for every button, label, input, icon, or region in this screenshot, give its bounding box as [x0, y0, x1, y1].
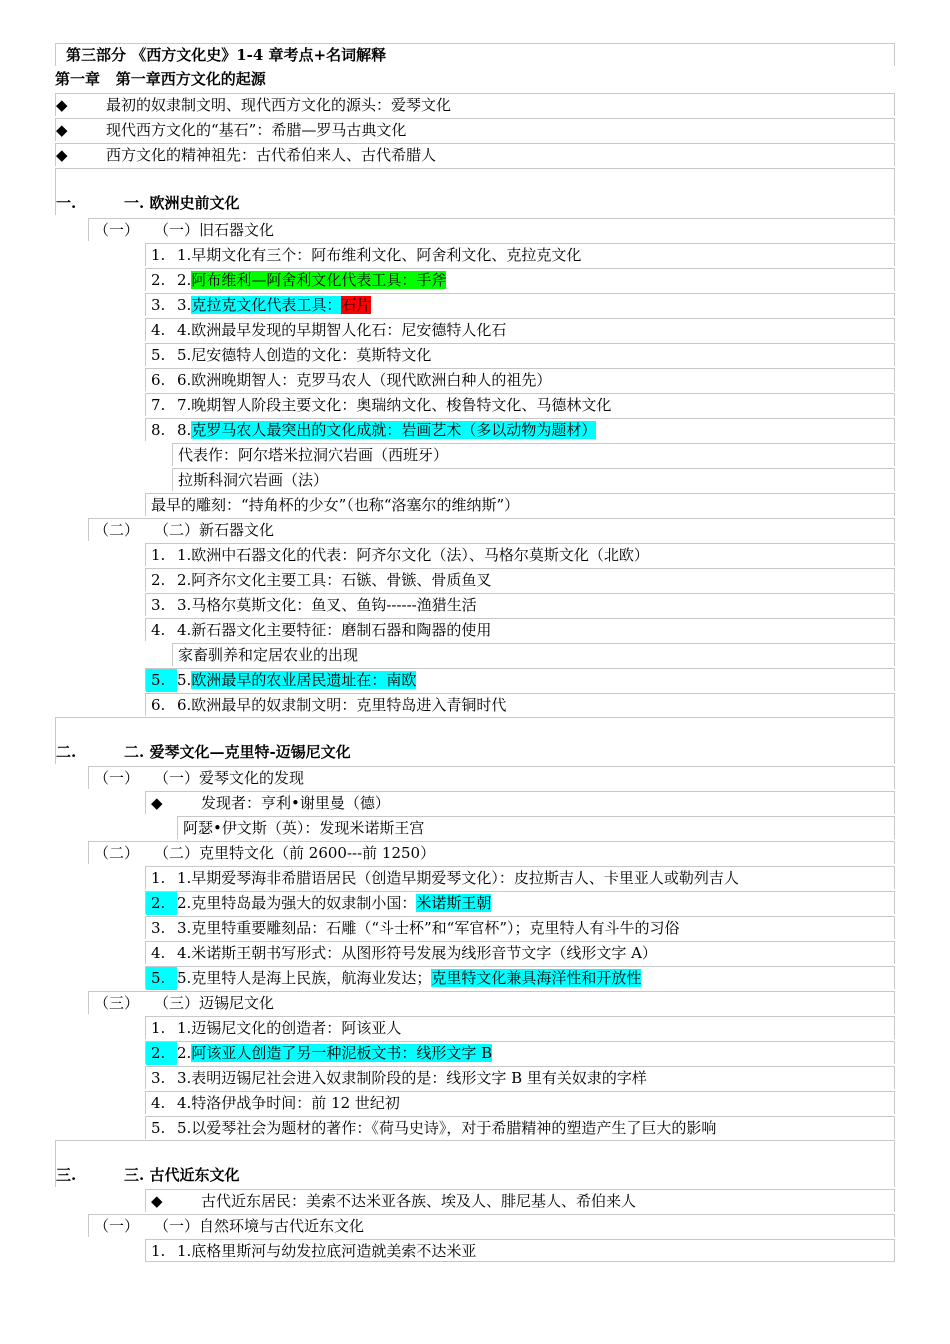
item-text: 2.克里特岛最为强大的奴隶制小国： [177, 894, 417, 912]
list-item [145, 966, 895, 989]
item-number: 6. [151, 371, 166, 389]
highlight-text: 欧洲最早的农业居民遗址在：南欧 [191, 671, 417, 689]
section-heading [55, 168, 895, 215]
item-text: 3.表明迈锡尼社会进入奴隶制阶段的是：线形文字 B 里有关奴隶的字样 [177, 1069, 647, 1087]
item-text: 1.早期爱琴海非希腊语居民（创造早期爱琴文化）：皮拉斯吉人、卡里亚人或勒列吉人 [177, 869, 739, 887]
list-item [145, 866, 895, 889]
extra-text: 阿瑟•伊文斯（英）：发现米诺斯王宫 [183, 819, 425, 837]
item-number: 4. [151, 1094, 166, 1112]
intro-text: 现代西方文化的“基石”：希腊—罗马古典文化 [106, 121, 407, 139]
extra-text: 拉斯科洞穴岩画（法） [178, 471, 329, 489]
subsection-number: （二） [94, 844, 140, 862]
section-title: 一. 欧洲史前文化 [124, 194, 240, 212]
item-number: 3. [151, 296, 166, 314]
item-text: 6.欧洲最早的奴隶制文明：克里特岛进入青铜时代 [177, 696, 507, 714]
subsection-number: （三） [94, 994, 140, 1012]
subsection-number: （一） [94, 221, 140, 239]
list-item [145, 1116, 895, 1139]
chapter-label: 第一章 [55, 70, 101, 88]
item-text: 8. [177, 421, 192, 439]
subsection-title: （二）克里特文化（前 2600---前 1250） [154, 844, 436, 862]
subsection-number: （二） [94, 521, 140, 539]
highlight-text: 克拉克文化代表工具： [191, 296, 342, 314]
subsection-heading [88, 1214, 895, 1237]
list-item [145, 891, 895, 914]
diamond-bullet-icon: ◆ [56, 121, 68, 139]
list-item [145, 368, 895, 391]
item-number: 2. [146, 892, 177, 915]
highlight-text: 米诺斯王朝 [416, 894, 492, 912]
highlight-text: 阿该亚人创造了另一种泥板文书：线形文字 B [191, 1044, 493, 1062]
item-number: 1. [151, 1242, 166, 1260]
intro-item [55, 143, 895, 166]
subsection-title: （一）旧石器文化 [154, 221, 275, 239]
list-item [145, 393, 895, 416]
item-number: 3. [151, 596, 166, 614]
item-text: 1.欧洲中石器文化的代表：阿齐尔文化（法）、马格尔莫斯文化（北欧） [177, 546, 649, 564]
list-item [145, 243, 895, 266]
item-text: 2.阿齐尔文化主要工具：石镞、骨镞、骨质鱼叉 [177, 571, 492, 589]
item-text: 1.迈锡尼文化的创造者：阿该亚人 [177, 1019, 402, 1037]
list-item [145, 318, 895, 341]
extra-text: 最早的雕刻：“持角杯的少女”（也称“洛塞尔的维纳斯”） [151, 496, 520, 514]
extra-text: 家畜驯养和定居农业的出现 [178, 646, 359, 664]
item-number: 5. [146, 669, 177, 692]
item-number: 5. [151, 346, 166, 364]
highlight-text: 阿布维利—阿舍利文化代表工具：手斧 [191, 271, 447, 289]
list-item [145, 293, 895, 316]
item-text: 5.以爱琴社会为题材的著作：《荷马史诗》，对于希腊精神的塑造产生了巨大的影响 [177, 1119, 717, 1137]
list-item [145, 618, 895, 641]
item-number: 3. [151, 919, 166, 937]
list-item [145, 941, 895, 964]
item-text: 3.克里特重要雕刻品：石雕（“斗士杯”和“军官杯”）；克里特人有斗牛的习俗 [177, 919, 680, 937]
document-title-text: 第三部分 《西方文化史》1-4 章考点+名词解释 [66, 46, 387, 64]
list-item [145, 693, 895, 716]
list-item [145, 343, 895, 366]
item-number: 2. [146, 1042, 177, 1065]
list-item [145, 1239, 895, 1262]
highlight-text: 克罗马农人最突出的文化成就：岩画艺术（多以动物为题材） [191, 421, 597, 439]
section-number: 三. [56, 1166, 77, 1184]
item-text: 7.晚期智人阶段主要文化：奥瑞纳文化、梭鲁特文化、马德林文化 [177, 396, 612, 414]
item-number: 1. [151, 1019, 166, 1037]
list-item [145, 593, 895, 616]
subsection-heading [88, 766, 895, 789]
item-text: 1.早期文化有三个：阿布维利文化、阿舍利文化、克拉克文化 [177, 246, 582, 264]
item-number: 1. [151, 546, 166, 564]
list-item [145, 916, 895, 939]
item-number: 7. [151, 396, 166, 414]
subsection-heading [88, 518, 895, 541]
item-text: 5. [177, 671, 192, 689]
item-text: 4.新石器文化主要特征：磨制石器和陶器的使用 [177, 621, 492, 639]
item-number: 1. [151, 869, 166, 887]
list-item [145, 418, 895, 441]
item-number: 8. [151, 421, 166, 439]
list-item [145, 668, 895, 691]
section-title: 二. 爱琴文化—克里特-迈锡尼文化 [124, 743, 351, 761]
intro-item [55, 93, 895, 116]
extra-text: 代表作：阿尔塔米拉洞穴岩画（西班牙） [178, 446, 449, 464]
item-text: 3.马格尔莫斯文化：鱼叉、鱼钩------渔猎生活 [177, 596, 477, 614]
item-text: 1.底格里斯河与幼发拉底河造就美索不达米亚 [177, 1242, 477, 1260]
subsection-heading [88, 991, 895, 1014]
section-number: 一. [56, 194, 77, 212]
list-item [145, 1091, 895, 1114]
intro-text: 最初的奴隶制文明、现代西方文化的源头：爱琴文化 [106, 96, 452, 114]
extra-line [145, 493, 895, 516]
item-number: 2. [151, 271, 166, 289]
subsection-number: （一） [94, 1217, 140, 1235]
intro-item [55, 118, 895, 141]
list-item [145, 1066, 895, 1089]
item-number: 4. [151, 621, 166, 639]
subsection-title: （三）迈锡尼文化 [154, 994, 275, 1012]
diamond-bullet-icon: ◆ [151, 1192, 163, 1210]
item-text: 4.米诺斯王朝书写形式：从图形符号发展为线形音节文字（线形文字 A） [177, 944, 657, 962]
section-heading [55, 1140, 895, 1187]
item-text: 2. [177, 1044, 192, 1062]
subsection-title: （二）新石器文化 [154, 521, 275, 539]
subsection-title: （一）爱琴文化的发现 [154, 769, 305, 787]
subsection-title: （一）自然环境与古代近东文化 [154, 1217, 365, 1235]
bullet-item [145, 1189, 895, 1212]
list-item [145, 268, 895, 291]
chapter-heading [55, 68, 895, 91]
intro-text: 西方文化的精神祖先：古代希伯来人、古代希腊人 [106, 146, 437, 164]
subsection-number: （一） [94, 769, 140, 787]
item-number: 4. [151, 944, 166, 962]
list-item [145, 568, 895, 591]
item-number: 4. [151, 321, 166, 339]
item-number: 5. [151, 1119, 166, 1137]
diamond-bullet-icon: ◆ [56, 146, 68, 164]
highlight-text: 克里特文化兼具海洋性和开放性 [431, 969, 642, 987]
bullet-item [145, 791, 895, 814]
section-heading [55, 717, 895, 764]
item-text: 5.克里特人是海上民族，航海业发达； [177, 969, 432, 987]
section-title: 三. 古代近东文化 [124, 1166, 240, 1184]
item-number: 5. [146, 967, 177, 990]
list-item [145, 1041, 895, 1064]
bullet-text: 古代近东居民：美索不达米亚各族、埃及人、腓尼基人、希伯来人 [201, 1192, 637, 1210]
extra-line [172, 443, 895, 466]
document-title [55, 43, 895, 66]
list-item [145, 543, 895, 566]
highlight-text-red: 石片 [341, 296, 372, 314]
item-text: 5.尼安德特人创造的文化：莫斯特文化 [177, 346, 432, 364]
item-text: 3. [177, 296, 192, 314]
chapter-title: 第一章西方文化的起源 [115, 70, 266, 88]
item-number: 2. [151, 571, 166, 589]
bullet-text: 发现者：亨利•谢里曼（德） [201, 794, 390, 812]
item-number: 1. [151, 246, 166, 264]
extra-line [177, 816, 895, 839]
diamond-bullet-icon: ◆ [151, 794, 163, 812]
item-text: 4.特洛伊战争时间：前 12 世纪初 [177, 1094, 400, 1112]
item-text: 2. [177, 271, 192, 289]
diamond-bullet-icon: ◆ [56, 96, 68, 114]
item-number: 3. [151, 1069, 166, 1087]
item-text: 4.欧洲最早发现的早期智人化石：尼安德特人化石 [177, 321, 507, 339]
subsection-heading [88, 841, 895, 864]
list-item [145, 1016, 895, 1039]
extra-line [172, 468, 895, 491]
extra-line [172, 643, 895, 666]
subsection-heading [88, 218, 895, 241]
item-text: 6.欧洲晚期智人：克罗马农人（现代欧洲白种人的祖先） [177, 371, 552, 389]
section-number: 二. [56, 743, 77, 761]
item-number: 6. [151, 696, 166, 714]
